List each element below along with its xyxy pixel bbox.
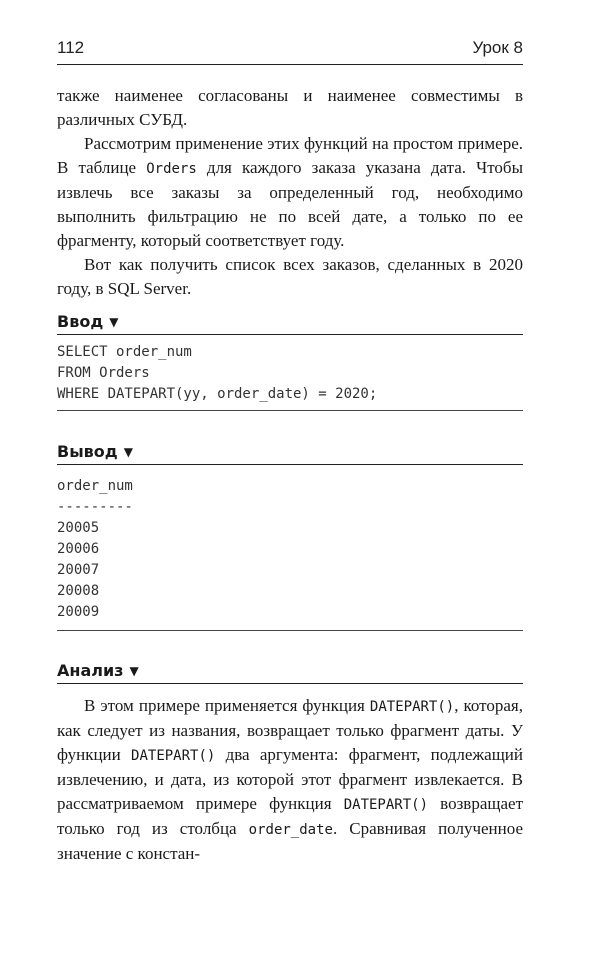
- input-heading-text: Ввод: [57, 312, 104, 331]
- header-rule: [57, 64, 523, 65]
- inline-code-order-date: order_date: [248, 822, 333, 838]
- input-heading: [57, 312, 523, 334]
- analysis-text-3: два аргумента: фрагмент, подлежащий извлечению, и дата, из которой этот фрагмент извлекается. В рассматриваемом примере функция: [57, 745, 523, 813]
- analysis-text-4: возвращает только год из столбца: [57, 794, 523, 838]
- input-code-block: [57, 342, 523, 405]
- paragraph-2: [57, 132, 523, 253]
- input-heading-rule: [57, 334, 523, 335]
- analysis-paragraph: [57, 694, 523, 866]
- output-heading-rule: [57, 464, 523, 465]
- input-end-rule: [57, 410, 523, 411]
- inline-code-datepart: DATEPART(): [369, 699, 455, 715]
- output-line: 20006: [57, 541, 100, 557]
- page-number: 112: [57, 38, 85, 57]
- inline-code-datepart: DATEPART(): [131, 748, 216, 764]
- output-heading: [57, 442, 523, 464]
- inline-code-orders: Orders: [146, 161, 197, 177]
- paragraph-1: [57, 84, 523, 132]
- code-line: FROM Orders: [57, 365, 150, 381]
- triangle-down-icon: ▼: [123, 445, 133, 459]
- paragraph-3: [57, 253, 523, 301]
- paragraph-1-text: также наименее согласованы и наименее совместимы в различных СУБД.: [57, 86, 523, 129]
- output-end-rule: [57, 630, 523, 631]
- analysis-text-2: , которая, как следует из названия, возвращает только фрагмент даты. У функции: [57, 696, 523, 764]
- paragraph-2-text-b: для каждого заказа указана дата. Чтобы извлечь все заказы за определенный год, необходимо выполнить фильтрацию не по всей дате, а только по ее фрагменту, который соответствует году.: [57, 158, 523, 250]
- analysis-text-5: . Сравнивая полученное значение с констан-: [57, 819, 523, 863]
- output-heading-text: Вывод: [57, 442, 118, 461]
- triangle-down-icon: ▼: [129, 664, 139, 678]
- analysis-heading-text: Анализ: [57, 661, 124, 680]
- code-line: WHERE DATEPART(yy, order_date) = 2020;: [57, 386, 378, 402]
- analysis-heading-rule: [57, 683, 523, 684]
- output-line: ---------: [57, 499, 133, 515]
- inline-code-datepart: DATEPART(): [343, 797, 429, 813]
- code-line: SELECT order_num: [57, 344, 192, 360]
- intro-text: [57, 84, 523, 301]
- page-header: [57, 38, 523, 64]
- chapter-title: Урок 8: [472, 38, 523, 57]
- output-line: 20005: [57, 520, 100, 536]
- analysis-text: [57, 694, 523, 866]
- output-line: 20009: [57, 604, 100, 620]
- triangle-down-icon: ▼: [109, 315, 119, 329]
- paragraph-2-text-a: Рассмотрим применение этих функций на простом примере. В таблице: [57, 134, 523, 177]
- output-block: [57, 476, 523, 623]
- analysis-text-1: В этом примере применяется функция: [84, 696, 370, 715]
- paragraph-3-text: Вот как получить список всех заказов, сделанных в 2020 году, в SQL Server.: [57, 255, 523, 298]
- analysis-heading: [57, 661, 523, 683]
- output-line: 20007: [57, 562, 100, 578]
- output-line: 20008: [57, 583, 100, 599]
- output-line: order_num: [57, 478, 133, 494]
